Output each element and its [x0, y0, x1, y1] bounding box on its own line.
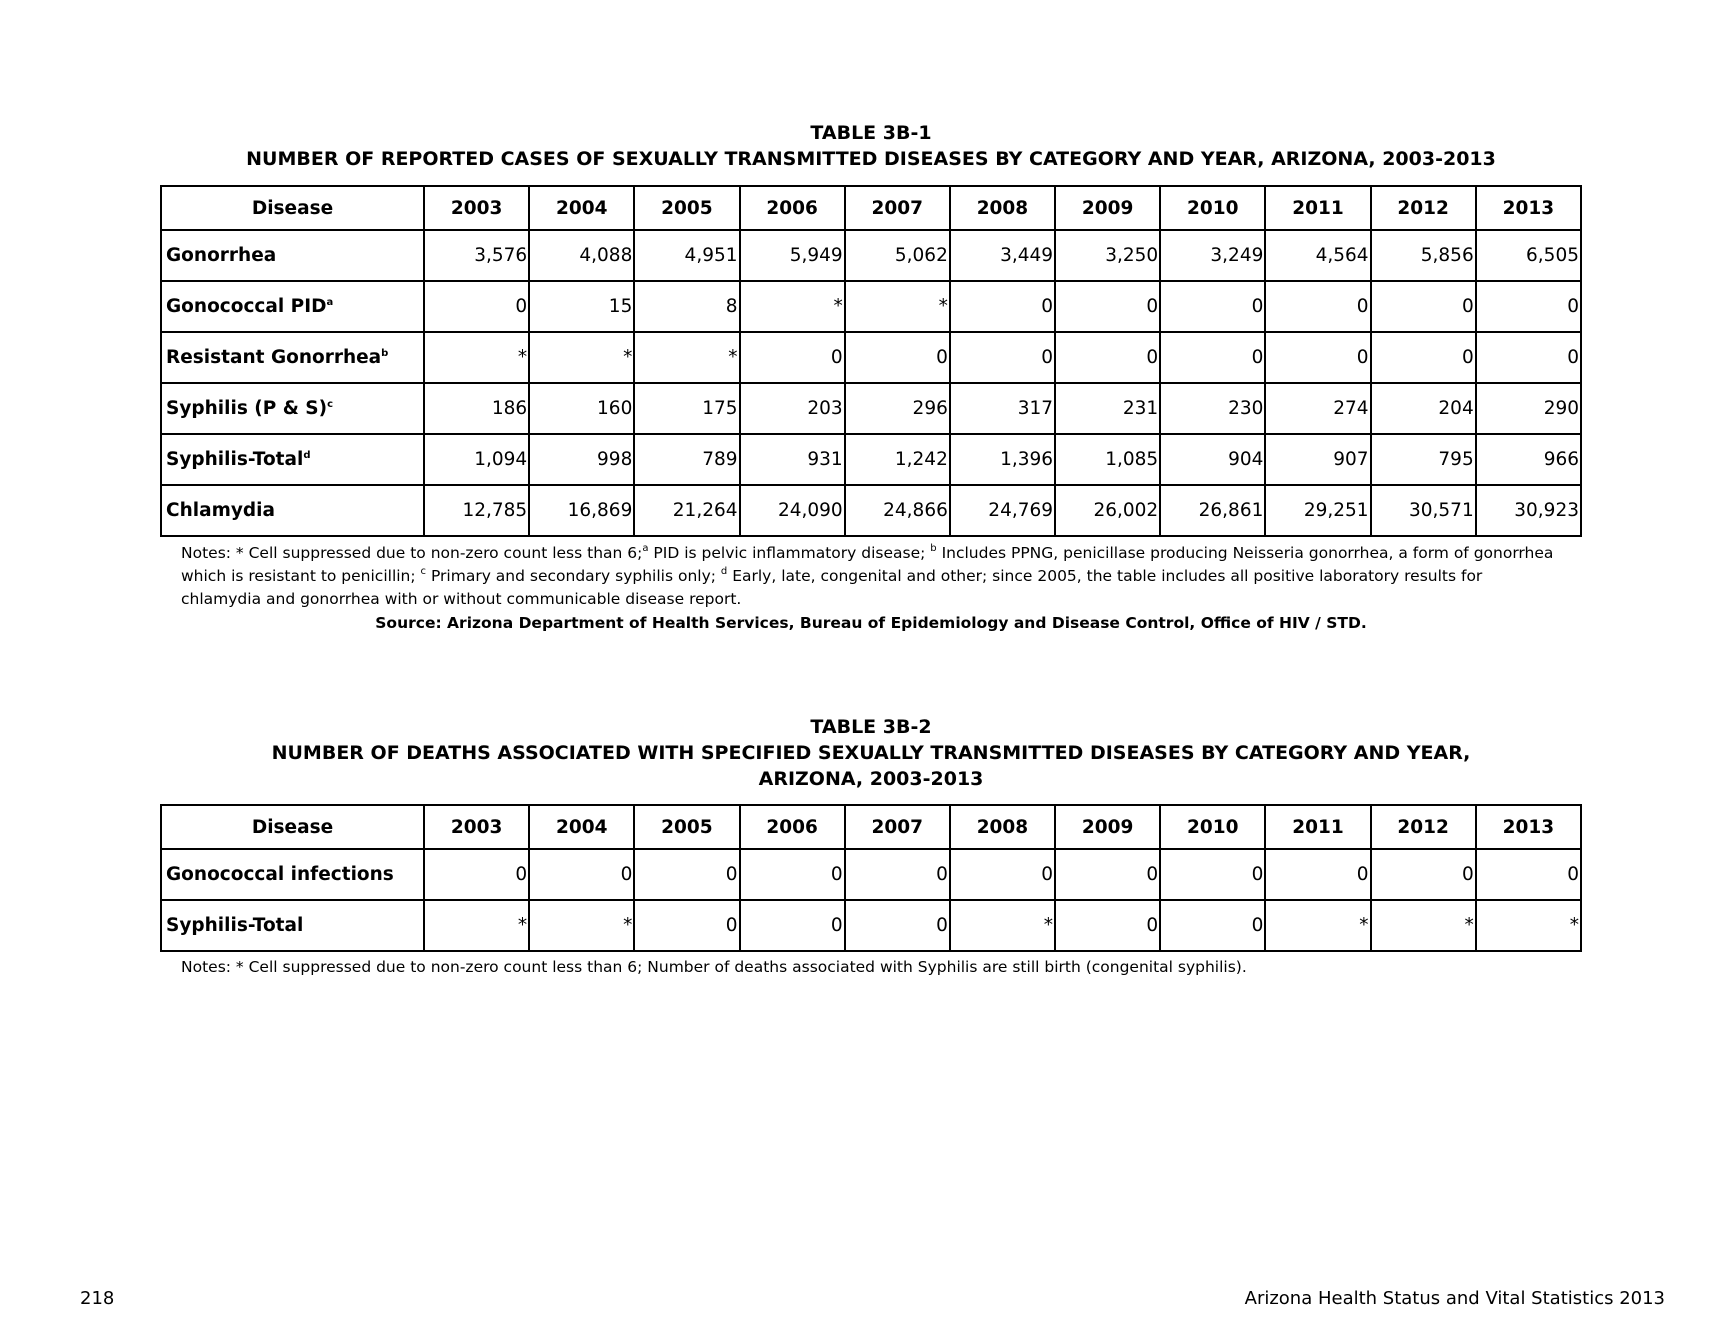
table2-body: [161, 849, 1581, 951]
value-cell: 0: [950, 281, 1055, 332]
value-cell: 317: [950, 383, 1055, 434]
column-header: 2010: [1160, 186, 1265, 230]
footnote-marker: d: [720, 566, 728, 577]
value-cell: 290: [1476, 383, 1581, 434]
column-header: 2010: [1160, 805, 1265, 849]
value-cell: 966: [1476, 434, 1581, 485]
disease-name-cell: [161, 383, 424, 434]
value-cell: 0: [529, 849, 634, 900]
table1-title: NUMBER OF REPORTED CASES OF SEXUALLY TRANSMITTED DISEASES BY CATEGORY AND YEAR, ARIZONA, 2003-2013: [246, 148, 1496, 170]
value-cell: 0: [1160, 332, 1265, 383]
value-cell: 0: [740, 900, 845, 951]
footnote-marker: a: [642, 543, 649, 554]
value-cell: *: [634, 332, 739, 383]
column-header: 2007: [845, 805, 950, 849]
value-cell: *: [1476, 900, 1581, 951]
footnote-marker: b: [381, 348, 389, 359]
value-cell: 8: [634, 281, 739, 332]
disease-name: Syphilis-Total: [166, 449, 304, 470]
value-cell: 3,449: [950, 230, 1055, 281]
value-cell: 0: [845, 900, 950, 951]
value-cell: 4,088: [529, 230, 634, 281]
table-row: [161, 281, 1581, 332]
value-cell: *: [950, 900, 1055, 951]
notes-text: PID is pelvic inflammatory disease;: [648, 544, 926, 562]
table2-header-row: [161, 805, 1581, 849]
value-cell: 1,242: [845, 434, 950, 485]
table2-label: TABLE 3B-2: [810, 716, 932, 738]
value-cell: 0: [1476, 281, 1581, 332]
value-cell: 29,251: [1265, 485, 1370, 536]
value-cell: 0: [1371, 849, 1476, 900]
column-header: 2008: [950, 186, 1055, 230]
value-cell: 5,062: [845, 230, 950, 281]
disease-name: Syphilis (P & S): [166, 398, 328, 419]
value-cell: 0: [845, 332, 950, 383]
value-cell: 0: [1265, 332, 1370, 383]
table1-heading: [160, 120, 1582, 172]
value-cell: *: [740, 281, 845, 332]
publication-title: Arizona Health Status and Vital Statistics 2013: [1244, 1288, 1665, 1309]
value-cell: 931: [740, 434, 845, 485]
column-header: 2005: [634, 805, 739, 849]
value-cell: 24,769: [950, 485, 1055, 536]
value-cell: 5,949: [740, 230, 845, 281]
value-cell: *: [1265, 900, 1370, 951]
column-header: 2013: [1476, 805, 1581, 849]
table2-title-line1: NUMBER OF DEATHS ASSOCIATED WITH SPECIFIED SEXUALLY TRANSMITTED DISEASES BY CATEGORY AND YEAR,: [271, 742, 1471, 764]
value-cell: 0: [634, 900, 739, 951]
column-header: 2012: [1371, 805, 1476, 849]
table1-header-row: [161, 186, 1581, 230]
disease-name: Resistant Gonorrhea: [166, 347, 382, 368]
disease-name-cell: [161, 900, 424, 951]
value-cell: 0: [740, 332, 845, 383]
column-header: 2003: [424, 805, 529, 849]
disease-name-cell: [161, 281, 424, 332]
value-cell: 21,264: [634, 485, 739, 536]
column-header: 2005: [634, 186, 739, 230]
column-header: 2007: [845, 186, 950, 230]
table2-title-line2: ARIZONA, 2003-2013: [758, 768, 984, 790]
table-row: [161, 434, 1581, 485]
value-cell: 3,250: [1055, 230, 1160, 281]
notes-text: Early, late, congenital and other; since 2005, the table includes all positive laboratory results for chlamydia and gonorrhea with or without communicable disease report.: [181, 567, 1483, 608]
footnote-marker: c: [327, 399, 334, 410]
footnote-marker: d: [303, 450, 311, 461]
value-cell: 0: [1055, 332, 1160, 383]
value-cell: 0: [1160, 849, 1265, 900]
column-header: 2004: [529, 186, 634, 230]
value-cell: 30,571: [1371, 485, 1476, 536]
table2-notes: Notes: * Cell suppressed due to non-zero count less than 6; Number of deaths associated with Syphilis are still birth (congenital syphilis).: [181, 958, 1247, 976]
value-cell: 30,923: [1476, 485, 1581, 536]
disease-name: Gonococcal infections: [166, 864, 394, 885]
value-cell: 6,505: [1476, 230, 1581, 281]
value-cell: *: [424, 900, 529, 951]
value-cell: 3,576: [424, 230, 529, 281]
table2-heading: [160, 714, 1582, 792]
notes-text: Includes PPNG, penicillase producing Neisseria gonorrhea, a form of gonorrhea which is resistant to penicillin;: [181, 544, 1554, 585]
column-header: 2006: [740, 805, 845, 849]
column-header: 2012: [1371, 186, 1476, 230]
value-cell: 0: [1371, 332, 1476, 383]
value-cell: 0: [1265, 281, 1370, 332]
value-cell: 0: [950, 849, 1055, 900]
column-header: 2008: [950, 805, 1055, 849]
column-header: 2011: [1265, 186, 1370, 230]
column-header: 2003: [424, 186, 529, 230]
column-header: 2009: [1055, 186, 1160, 230]
disease-name: Gonococcal PID: [166, 296, 327, 317]
disease-name-cell: [161, 332, 424, 383]
table1-notes: [181, 542, 1566, 611]
value-cell: 4,564: [1265, 230, 1370, 281]
table-row: [161, 485, 1581, 536]
value-cell: 0: [1476, 849, 1581, 900]
value-cell: 0: [634, 849, 739, 900]
value-cell: 795: [1371, 434, 1476, 485]
value-cell: 24,090: [740, 485, 845, 536]
value-cell: 231: [1055, 383, 1160, 434]
value-cell: 0: [1265, 849, 1370, 900]
notes-text: Primary and secondary syphilis only;: [426, 567, 716, 585]
column-header: Disease: [161, 805, 424, 849]
value-cell: 904: [1160, 434, 1265, 485]
column-header: 2013: [1476, 186, 1581, 230]
value-cell: 0: [1055, 281, 1160, 332]
value-cell: *: [845, 281, 950, 332]
column-header: Disease: [161, 186, 424, 230]
notes-text: Notes: * Cell suppressed due to non-zero count less than 6;: [181, 544, 643, 562]
value-cell: 998: [529, 434, 634, 485]
disease-name: Gonorrhea: [166, 245, 277, 266]
column-header: 2009: [1055, 805, 1160, 849]
value-cell: 0: [1055, 849, 1160, 900]
value-cell: 0: [740, 849, 845, 900]
value-cell: 26,861: [1160, 485, 1265, 536]
table1-source: Source: Arizona Department of Health Services, Bureau of Epidemiology and Disease Control, Office of HIV / STD.: [375, 614, 1367, 632]
value-cell: 5,856: [1371, 230, 1476, 281]
value-cell: 0: [1371, 281, 1476, 332]
value-cell: 1,094: [424, 434, 529, 485]
column-header: 2011: [1265, 805, 1370, 849]
value-cell: 175: [634, 383, 739, 434]
table1: [160, 185, 1582, 537]
table2: [160, 804, 1582, 952]
value-cell: *: [1371, 900, 1476, 951]
page-number: 218: [80, 1288, 115, 1309]
disease-name: Syphilis-Total: [166, 915, 304, 936]
column-header: 2006: [740, 186, 845, 230]
value-cell: 12,785: [424, 485, 529, 536]
value-cell: 907: [1265, 434, 1370, 485]
value-cell: 0: [1160, 281, 1265, 332]
value-cell: *: [424, 332, 529, 383]
value-cell: 4,951: [634, 230, 739, 281]
value-cell: 160: [529, 383, 634, 434]
value-cell: 0: [424, 281, 529, 332]
value-cell: 0: [1055, 900, 1160, 951]
disease-name-cell: [161, 849, 424, 900]
value-cell: 789: [634, 434, 739, 485]
value-cell: 0: [950, 332, 1055, 383]
value-cell: 26,002: [1055, 485, 1160, 536]
disease-name-cell: [161, 230, 424, 281]
value-cell: 203: [740, 383, 845, 434]
value-cell: 186: [424, 383, 529, 434]
value-cell: 230: [1160, 383, 1265, 434]
table1-label: TABLE 3B-1: [810, 122, 932, 144]
value-cell: 1,396: [950, 434, 1055, 485]
value-cell: 1,085: [1055, 434, 1160, 485]
table-row: [161, 332, 1581, 383]
table-row: [161, 383, 1581, 434]
value-cell: 0: [1160, 900, 1265, 951]
table-row: [161, 900, 1581, 951]
column-header: 2004: [529, 805, 634, 849]
value-cell: *: [529, 900, 634, 951]
table-row: [161, 849, 1581, 900]
footnote-marker: b: [930, 543, 937, 554]
value-cell: 274: [1265, 383, 1370, 434]
disease-name-cell: [161, 485, 424, 536]
value-cell: 204: [1371, 383, 1476, 434]
value-cell: 0: [845, 849, 950, 900]
disease-name-cell: [161, 434, 424, 485]
value-cell: 15: [529, 281, 634, 332]
footnote-marker: c: [420, 566, 427, 577]
value-cell: 0: [1476, 332, 1581, 383]
footnote-marker: a: [326, 297, 334, 308]
value-cell: 24,866: [845, 485, 950, 536]
value-cell: 16,869: [529, 485, 634, 536]
value-cell: 0: [424, 849, 529, 900]
table1-body: [161, 230, 1581, 536]
value-cell: *: [529, 332, 634, 383]
table-row: [161, 230, 1581, 281]
value-cell: 296: [845, 383, 950, 434]
value-cell: 3,249: [1160, 230, 1265, 281]
disease-name: Chlamydia: [166, 500, 275, 521]
